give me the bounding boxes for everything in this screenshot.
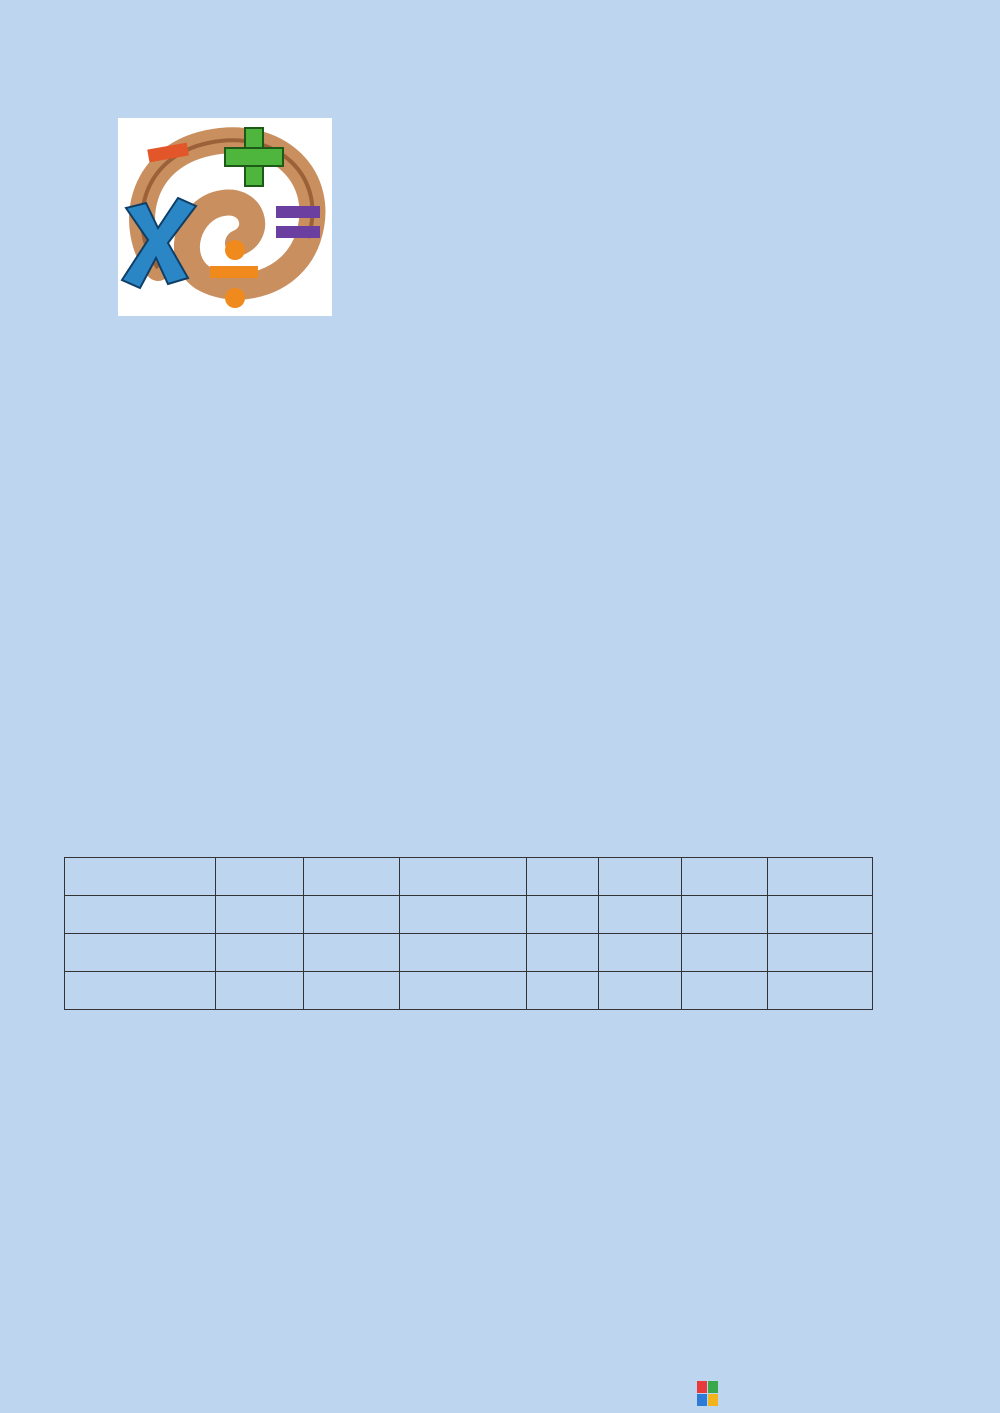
input-cell[interactable] — [400, 896, 527, 934]
input-cell[interactable] — [599, 972, 682, 1010]
input-cell[interactable] — [768, 896, 873, 934]
input-cell[interactable] — [768, 934, 873, 972]
input-cell[interactable] — [682, 934, 768, 972]
input-cell[interactable] — [216, 972, 304, 1010]
input-cell[interactable] — [400, 972, 527, 1010]
input-cell[interactable] — [216, 896, 304, 934]
section-3-heading — [148, 818, 178, 840]
input-cell[interactable] — [304, 934, 400, 972]
input-cell[interactable] — [768, 972, 873, 1010]
number-cell — [65, 934, 216, 972]
section-4-heading — [148, 1014, 178, 1036]
section-5-heading — [148, 1192, 178, 1214]
input-cell[interactable] — [400, 934, 527, 972]
table-row — [65, 934, 873, 972]
input-cell[interactable] — [527, 934, 599, 972]
input-cell[interactable] — [216, 934, 304, 972]
number-cell — [65, 896, 216, 934]
column-header — [527, 858, 599, 896]
table-header-row — [65, 858, 873, 896]
liveworksheets-logo-icon — [697, 1381, 719, 1407]
input-cell[interactable] — [304, 972, 400, 1010]
section-1-heading — [148, 358, 178, 380]
column-header — [768, 858, 873, 896]
column-header — [682, 858, 768, 896]
section-2-heading — [148, 632, 178, 654]
column-header — [216, 858, 304, 896]
input-cell[interactable] — [527, 896, 599, 934]
input-cell[interactable] — [682, 972, 768, 1010]
column-header — [400, 858, 527, 896]
column-header — [599, 858, 682, 896]
table-row — [65, 896, 873, 934]
math-symbols-logo — [118, 118, 332, 316]
input-cell[interactable] — [599, 896, 682, 934]
column-header — [65, 858, 216, 896]
column-header — [304, 858, 400, 896]
input-cell[interactable] — [304, 896, 400, 934]
input-cell[interactable] — [682, 896, 768, 934]
table-row — [65, 972, 873, 1010]
input-cell[interactable] — [599, 934, 682, 972]
number-cell — [65, 972, 216, 1010]
input-cell[interactable] — [527, 972, 599, 1010]
place-value-table — [64, 857, 873, 1010]
